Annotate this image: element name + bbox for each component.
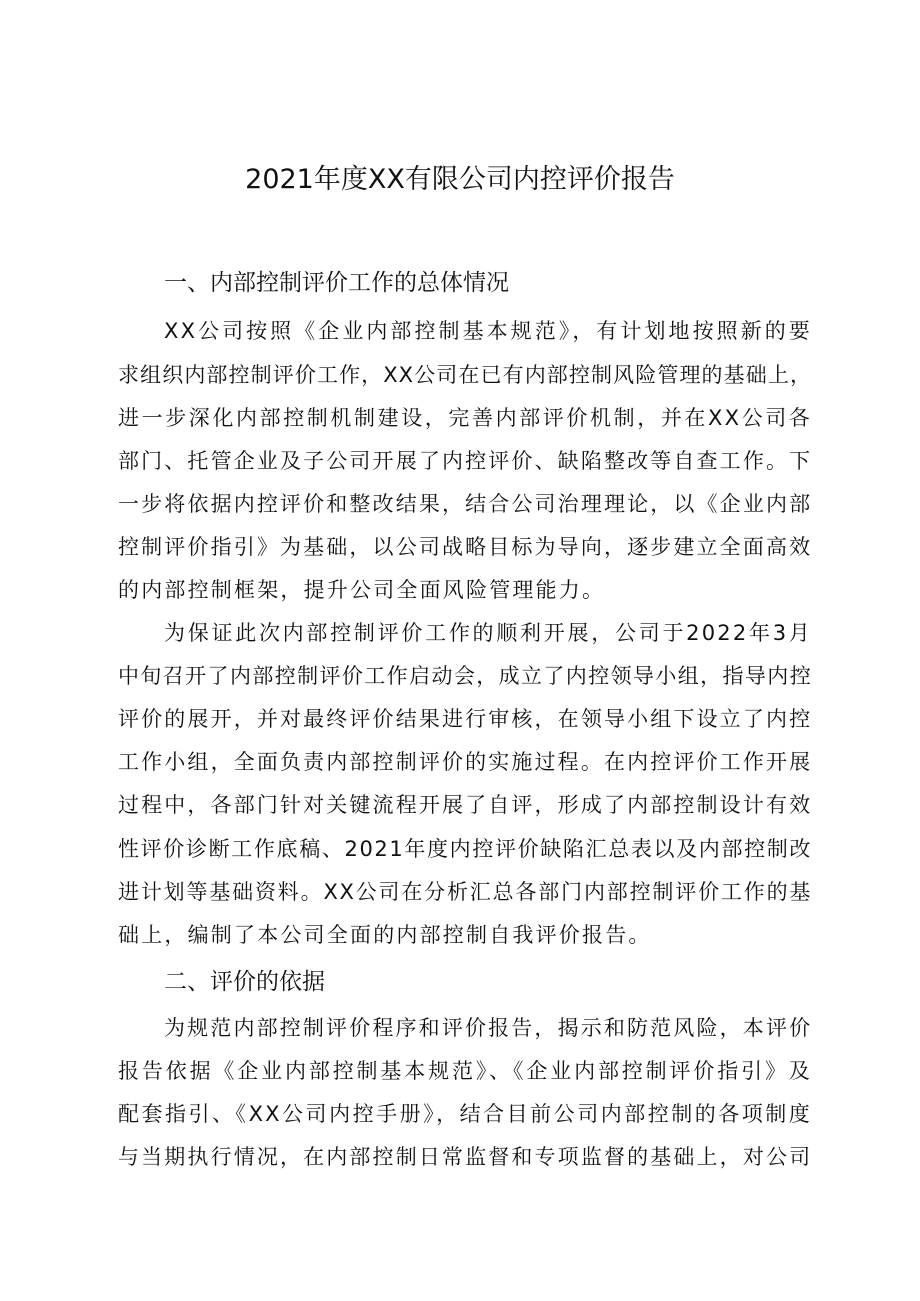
document-title: 2021年度XX有限公司内控评价报告 [245, 164, 675, 195]
paragraph-line: 报告依据《企业内部控制基本规范》、《企业内部控制评价指引》及 [118, 1059, 812, 1083]
paragraph-line: 求组织内部控制评价工作，XX公司在已有内部控制风险管理的基础上， [118, 363, 812, 387]
paragraph-line: 为保证此次内部控制评价工作的顺利开展，公司于2022年3月 [164, 621, 812, 645]
section-heading-basis: 二、评价的依据 [164, 969, 325, 995]
paragraph-line: 为规范内部控制评价程序和评价报告，揭示和防范风险，本评价 [164, 1016, 812, 1040]
paragraph-line: 工作小组，全面负责内部控制评价的实施过程。在内控评价工作开展 [118, 750, 812, 774]
paragraph-line: 进一步深化内部控制机制建设，完善内部评价机制，并在XX公司各 [118, 406, 812, 430]
paragraph-line: XX公司按照《企业内部控制基本规范》，有计划地按照新的要 [164, 319, 812, 343]
paragraph-line: 础上，编制了本公司全面的内部控制自我评价报告。 [118, 923, 652, 947]
paragraph-line: 部门、托管企业及子公司开展了内控评价、缺陷整改等自查工作。下 [118, 449, 812, 473]
paragraph-line: 与当期执行情况，在内部控制日常监督和专项监督的基础上，对公司 [118, 1145, 812, 1169]
paragraph-line: 过程中，各部门针对关键流程开展了自评，形成了内部控制设计有效 [118, 793, 812, 817]
paragraph-line: 评价的展开，并对最终评价结果进行审核，在领导小组下设立了内控 [118, 707, 812, 731]
paragraph-line: 一步将依据内控评价和整改结果，结合公司治理理论，以《企业内部 [118, 492, 812, 516]
paragraph-line: 性评价诊断工作底稿、2021年度内控评价缺陷汇总表以及内部控制改 [118, 837, 812, 861]
paragraph-line: 进计划等基础资料。XX公司在分析汇总各部门内部控制评价工作的基 [118, 880, 812, 904]
paragraph-line: 中旬召开了内部控制评价工作启动会，成立了内控领导小组，指导内控 [118, 664, 812, 688]
paragraph-line: 控制评价指引》为基础，以公司战略目标为导向，逐步建立全面高效 [118, 535, 812, 559]
paragraph-line: 配套指引、《XX公司内控手册》，结合目前公司内部控制的各项制度 [118, 1102, 812, 1126]
paragraph-line: 的内部控制框架，提升公司全面风险管理能力。 [118, 578, 606, 602]
section-heading-overview: 一、内部控制评价工作的总体情况 [164, 270, 509, 296]
